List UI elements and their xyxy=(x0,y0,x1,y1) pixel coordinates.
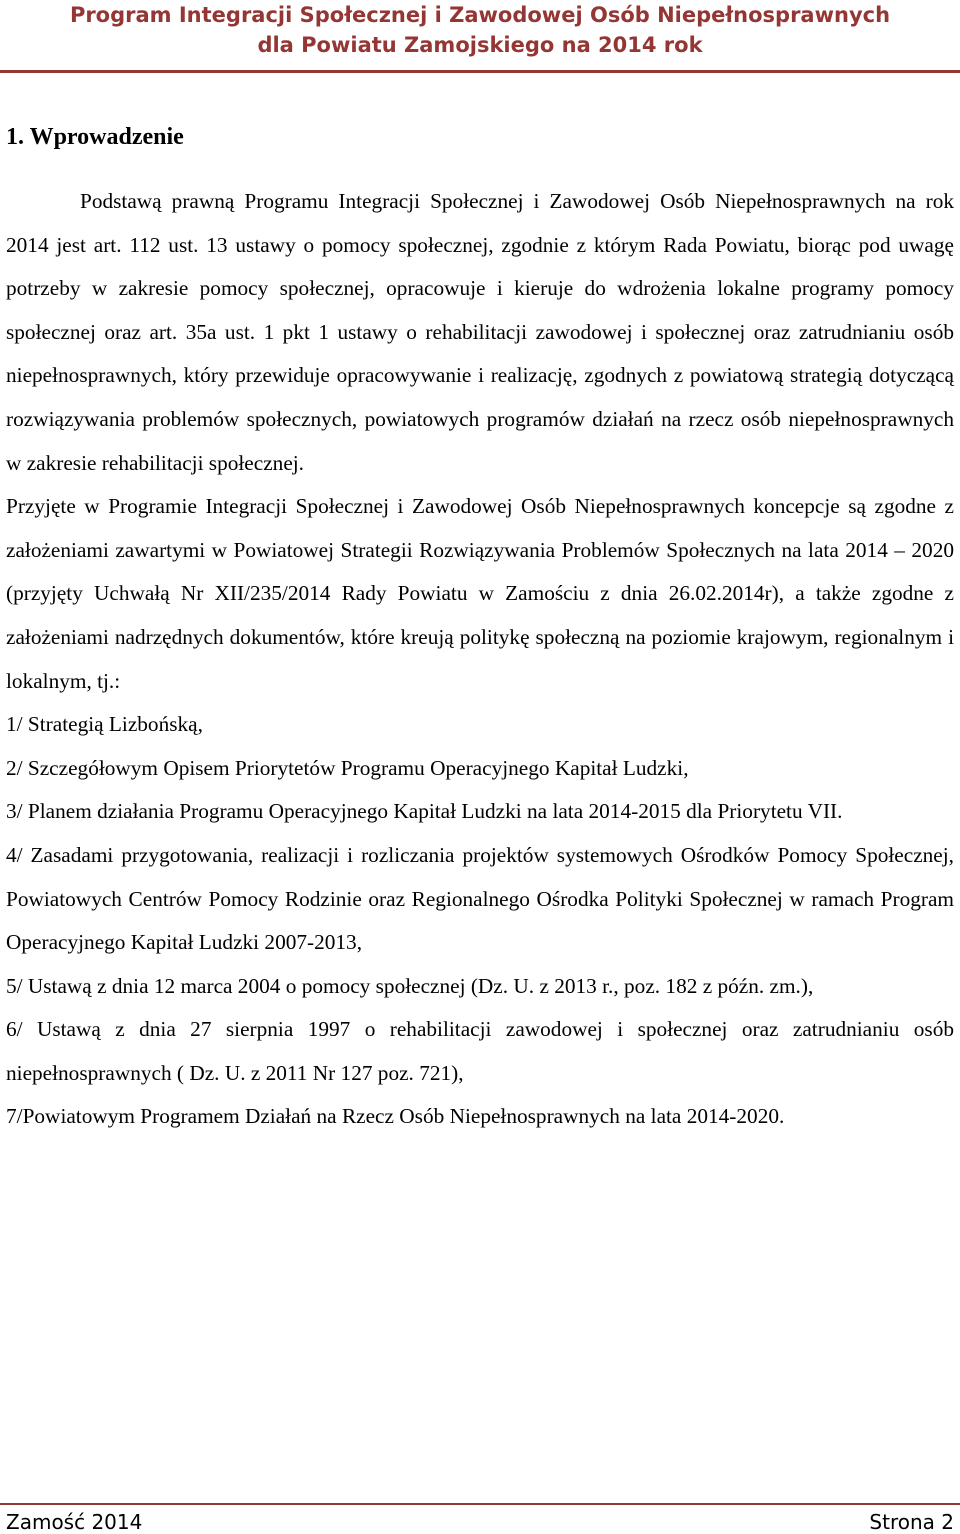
footer-page-number: Strona 2 xyxy=(869,1510,954,1534)
footer-place-year: Zamość 2014 xyxy=(6,1510,143,1534)
paragraph-legal-basis: Podstawą prawną Programu Integracji Społecznej i Zawodowej Osób Niepełnosprawnych na rok 2014 jest art. 112 ust. 13 ustawy o pomocy społecznej, zgodnie z którym Rada Powiatu, biorąc pod uwagę potrzeby w zakresie pomocy społecznej, opracowuje i kieruje do wdrożenia lokalne programy pomocy społecznej oraz art. 35a ust. 1 pkt 1 ustawy o rehabilitacji zawodowej i społecznej oraz zatrudnianiu osób niepełnosprawnych, który przewiduje opracowywanie i realizację, zgodnych z powiatową strategią dotyczącą rozwiązywania problemów społecznych, powiatowych programów działań na rzecz osób niepełnosprawnych w zakresie rehabilitacji społecznej. xyxy=(6,189,954,475)
section-heading: 1. Wprowadzenie xyxy=(6,124,184,150)
list-item: 6/ Ustawą z dnia 27 sierpnia 1997 o rehabilitacji zawodowej i społecznej oraz zatrudnianiu osób niepełnosprawnych ( Dz. U. z 2011 Nr 127 poz. 721), xyxy=(6,1017,954,1085)
list-item: 5/ Ustawą z dnia 12 marca 2004 o pomocy społecznej (Dz. U. z 2013 r., poz. 182 z późn. zm.), xyxy=(6,973,814,998)
list-item: 7/Powiatowym Programem Działań na Rzecz Osób Niepełnosprawnych na lata 2014-2020. xyxy=(6,1104,785,1129)
list-item: 4/ Zasadami przygotowania, realizacji i rozliczania projektów systemowych Ośrodków Pomocy Społecznej, Powiatowych Centrów Pomocy Rodzinie oraz Regionalnego Ośrodka Polityki Społecznej w ramach Program Operacyjnego Kapitał Ludzki 2007-2013, xyxy=(6,842,954,955)
list-item: 3/ Planem działania Programu Operacyjnego Kapitał Ludzki na lata 2014-2015 dla Priorytetu VII. xyxy=(6,799,843,824)
paragraph-concepts: Przyjęte w Programie Integracji Społecznej i Zawodowej Osób Niepełnosprawnych koncepcje są zgodne z założeniami zawartymi w Powiatowej Strategii Rozwiązywania Problemów Społecznych na lata 2014 – 2020 (przyjęty Uchwałą Nr XII/235/2014 Rady Powiatu w Zamościu z dnia 26.02.2014r), a także zgodne z założeniami nadrzędnych dokumentów, które kreują politykę społeczną na poziomie krajowym, regionalnym i lokalnym, tj.: xyxy=(6,494,954,693)
list-item: 1/ Strategią Lizbońską, xyxy=(6,712,203,737)
header-title-line-2: dla Powiatu Zamojskiego na 2014 rok xyxy=(257,33,703,57)
header-title-line-1: Program Integracji Społecznej i Zawodowej Osób Niepełnosprawnych xyxy=(69,3,891,27)
document-body xyxy=(6,180,954,1139)
list-item: 2/ Szczegółowym Opisem Priorytetów Programu Operacyjnego Kapitał Ludzki, xyxy=(6,755,689,780)
footer-divider xyxy=(0,1503,960,1505)
header-divider xyxy=(0,70,960,73)
